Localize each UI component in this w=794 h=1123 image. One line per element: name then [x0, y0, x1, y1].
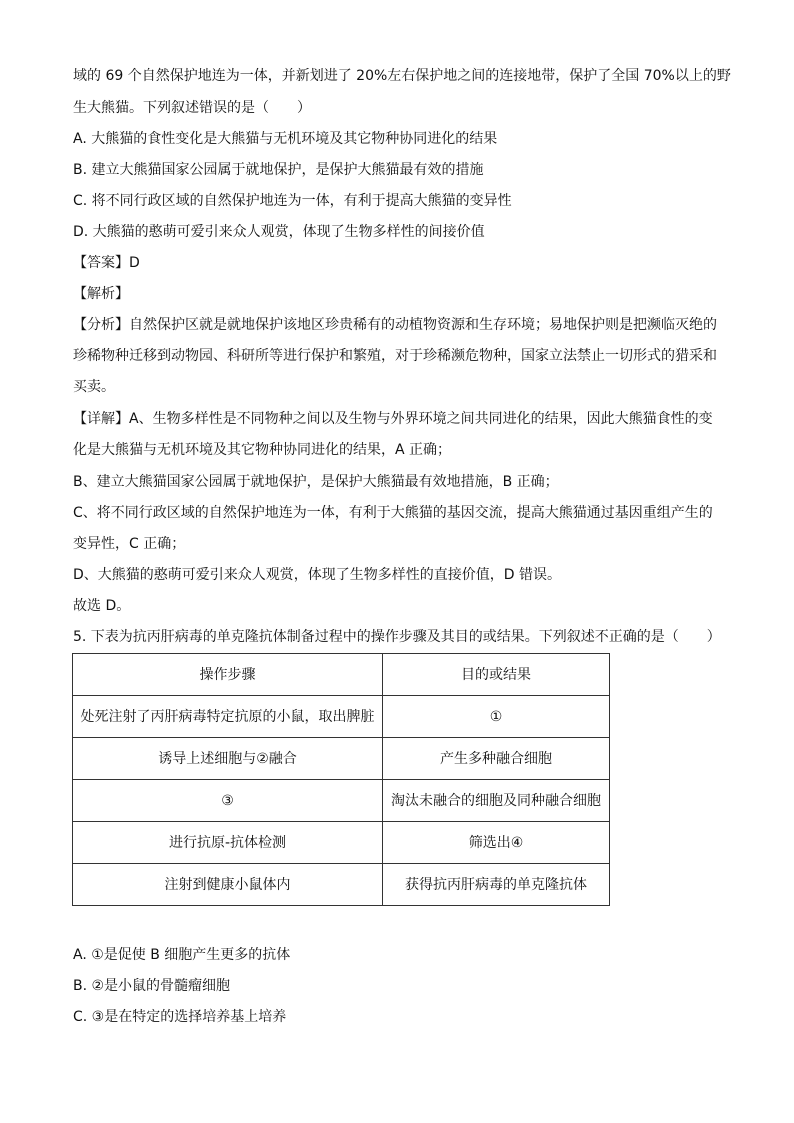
- table-cell: 处死注射了丙肝病毒特定抗原的小鼠，取出脾脏: [73, 696, 383, 738]
- option-a: A. 大熊猫的食性变化是大熊猫与无机环境及其它物种协同进化的结果: [73, 131, 498, 147]
- table-cell: 产生多种融合细胞: [383, 738, 610, 780]
- analysis-line: 买卖。: [73, 379, 115, 395]
- table-cell: 筛选出④: [383, 822, 610, 864]
- table-row: [73, 780, 610, 822]
- procedure-table: [72, 653, 610, 906]
- option-c: C. ③是在特定的选择培养基上培养: [73, 1009, 287, 1025]
- option-a: A. ①是促使 B 细胞产生更多的抗体: [73, 947, 291, 963]
- table-cell: 获得抗丙肝病毒的单克隆抗体: [383, 864, 610, 906]
- question-text-line: 生大熊猫。下列叙述错误的是（ ）: [73, 100, 311, 116]
- table-cell: ①: [383, 696, 610, 738]
- option-b: B. 建立大熊猫国家公园属于就地保护，是保护大熊猫最有效的措施: [73, 162, 484, 178]
- detail-line: C、将不同行政区域的自然保护地连为一体，有利于大熊猫的基因交流，提高大熊猫通过基因重组产生的: [73, 505, 713, 521]
- answer-label: 【答案】D: [73, 255, 140, 271]
- detail-line: D、大熊猫的憨萌可爱引来众人观赏，体现了生物多样性的直接价值，D 错误。: [73, 567, 562, 583]
- table-cell: ③: [73, 780, 383, 822]
- table-cell: 注射到健康小鼠体内: [73, 864, 383, 906]
- table-header-row: [73, 654, 610, 696]
- analysis-line: 珍稀物种迁移到动物园、科研所等进行保护和繁殖，对于珍稀濒危物种，国家立法禁止一切形式的猎采和: [73, 348, 717, 364]
- table-header-cell: 目的或结果: [383, 654, 610, 696]
- detail-line: B、建立大熊猫国家公园属于就地保护，是保护大熊猫最有效地措施，B 正确；: [73, 474, 559, 490]
- table-cell: 淘汰未融合的细胞及同种融合细胞: [383, 780, 610, 822]
- option-b: B. ②是小鼠的骨髓瘤细胞: [73, 978, 231, 994]
- analysis-line: 【分析】自然保护区就是就地保护该地区珍贵稀有的动植物资源和生存环境；易地保护则是把濒临灭绝的: [73, 317, 717, 333]
- question-5-stem: 5. 下表为抗丙肝病毒的单克隆抗体制备过程中的操作步骤及其目的或结果。下列叙述不正确的是（ ）: [73, 629, 721, 645]
- table-row: [73, 738, 610, 780]
- detail-line: 故选 D。: [73, 598, 131, 614]
- option-c: C. 将不同行政区域的自然保护地连为一体，有利于提高大熊猫的变异性: [73, 193, 512, 209]
- table-row: [73, 864, 610, 906]
- detail-line: 变异性，C 正确；: [73, 536, 186, 552]
- table-cell: 进行抗原-抗体检测: [73, 822, 383, 864]
- analysis-heading: 【解析】: [73, 286, 129, 302]
- table-cell: 诱导上述细胞与②融合: [73, 738, 383, 780]
- table-header-cell: 操作步骤: [73, 654, 383, 696]
- detail-line: 化是大熊猫与无机环境及其它物种协同进化的结果，A 正确；: [73, 442, 452, 458]
- table-row: [73, 822, 610, 864]
- option-d: D. 大熊猫的憨萌可爱引来众人观赏，体现了生物多样性的间接价值: [73, 224, 485, 240]
- detail-line: 【详解】A、生物多样性是不同物种之间以及生物与外界环境之间共同进化的结果，因此大熊猫食性的变: [73, 411, 713, 427]
- table-row: [73, 696, 610, 738]
- question-text-line: 域的 69 个自然保护地连为一体，并新划进了 20%左右保护地之间的连接地带，保护了全国 70%以上的野: [73, 68, 731, 84]
